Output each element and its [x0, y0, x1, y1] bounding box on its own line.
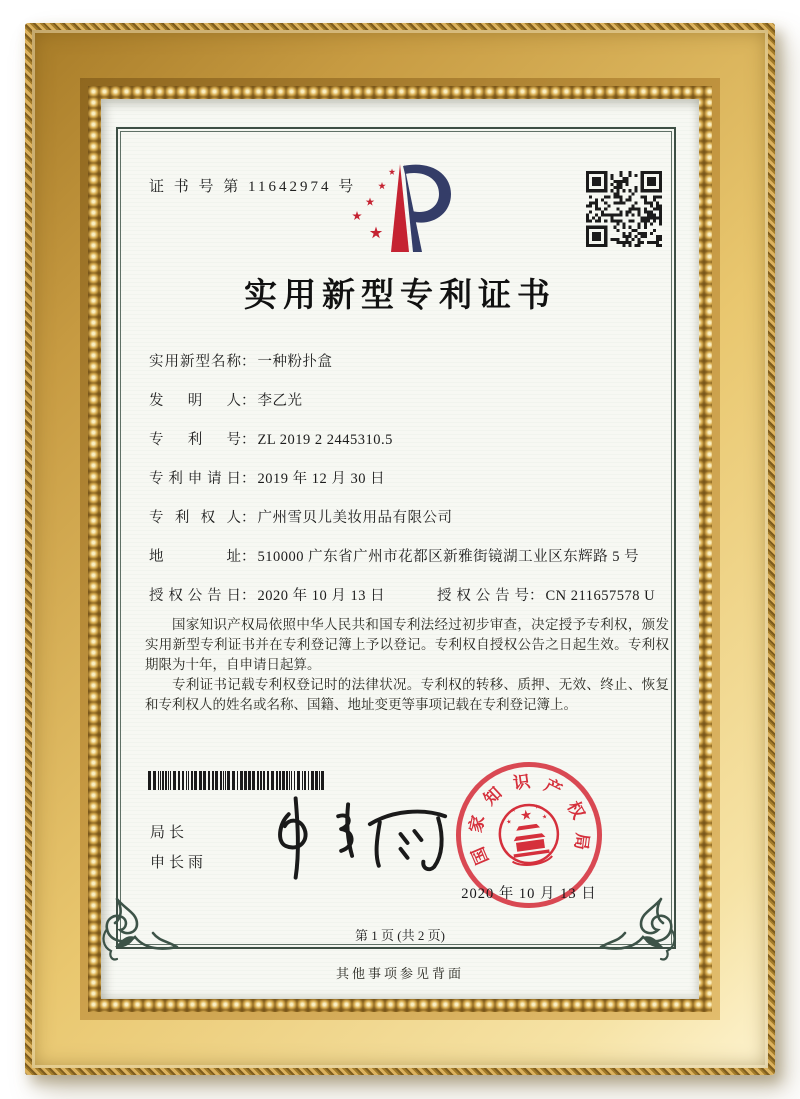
field-label: 专利申请日: [149, 471, 241, 487]
photo-frame: [25, 23, 775, 1075]
seal-char: 产: [541, 775, 565, 801]
barcode-icon: [148, 771, 326, 790]
field-label: 发明人: [149, 393, 241, 409]
field-label: 专利号: [149, 432, 241, 448]
field-colon: ：: [241, 393, 256, 409]
field-value: 2019 年 12 月 30 日: [257, 471, 386, 487]
director-name: 申长雨: [150, 855, 208, 871]
seal-char: 局: [571, 831, 593, 852]
field-value: ZL 2019 2 2445310.5: [257, 432, 393, 448]
field-colon: ：: [241, 432, 256, 448]
page-number: 第 1 页 (共 2 页): [355, 928, 445, 943]
grant-date-value: 2020 年 10 月 13 日: [257, 588, 386, 604]
certificate-paper: [101, 99, 699, 999]
legal-paragraphs: [145, 615, 669, 715]
field-value: 广州雪贝儿美妆用品有限公司: [257, 510, 453, 526]
director-title: 局长: [150, 825, 189, 841]
grant-date-label: 授权公告日: [149, 588, 241, 604]
legal-paragraph-2: 专利证书记载专利权登记时的法律状况。专利权的转移、质押、无效、终止、恢复和专利权人的姓名或名称、国籍、地址变更等事项记载在专利登记簿上。: [145, 677, 669, 712]
field-value: 李乙光: [257, 393, 303, 409]
certificate-title: 实用新型专利证书: [244, 278, 556, 314]
field-value: 510000 广东省广州市花都区新雅街镜湖工业区东辉路 5 号: [257, 549, 640, 565]
national-emblem-icon: [492, 791, 566, 877]
field-colon: ：: [241, 354, 256, 370]
field-label: 地址: [149, 549, 241, 565]
field-address: [149, 545, 639, 566]
field-colon: ：: [529, 588, 544, 604]
field-value: 一种粉扑盒: [257, 354, 333, 370]
seal-date: 2020 年 10 月 13 日: [461, 886, 597, 902]
field-colon: ：: [241, 510, 256, 526]
field-inventor: [149, 389, 303, 410]
seal-char: 知: [480, 783, 506, 809]
grant-number-value: CN 211657578 U: [545, 588, 656, 604]
seal-char: 国: [468, 844, 493, 868]
field-colon: ：: [241, 471, 256, 487]
director-handwritten-signature: [259, 791, 457, 887]
frame-gold-band: [32, 30, 768, 1068]
field-filing-date: [149, 467, 385, 488]
seal-char: 家: [466, 813, 489, 835]
seal-char: 识: [511, 771, 532, 794]
grant-number-label: 授权公告号: [437, 588, 529, 604]
field-label: 实用新型名称: [149, 354, 241, 370]
frame-beaded-edge: [88, 86, 712, 1012]
qr-code-icon: [586, 171, 662, 247]
seal-char: 权: [563, 798, 589, 823]
cnipa-logo-icon: [343, 159, 455, 257]
field-colon: ：: [241, 549, 256, 565]
certificate-number: 证 书 号 第 11642974 号: [149, 179, 357, 195]
grant-number-pair: [437, 584, 655, 605]
field-patent-number: [149, 428, 393, 449]
field-label: 专利权人: [149, 510, 241, 526]
field-grant-row: [149, 584, 656, 605]
frame-step: [80, 78, 720, 1020]
field-utility-model-name: [149, 350, 333, 371]
field-patentee: [149, 506, 453, 527]
field-colon: ：: [241, 588, 256, 604]
back-side-note: 其他事项参见背面: [335, 966, 464, 981]
legal-paragraph-1: 国家知识产权局依照中华人民共和国专利法经过初步审查，决定授予专利权，颁发实用新型专利证书并在专利登记簿上予以登记。专利权自授权公告之日起生效。专利权期限为十年，自申请日起算。: [145, 617, 669, 672]
